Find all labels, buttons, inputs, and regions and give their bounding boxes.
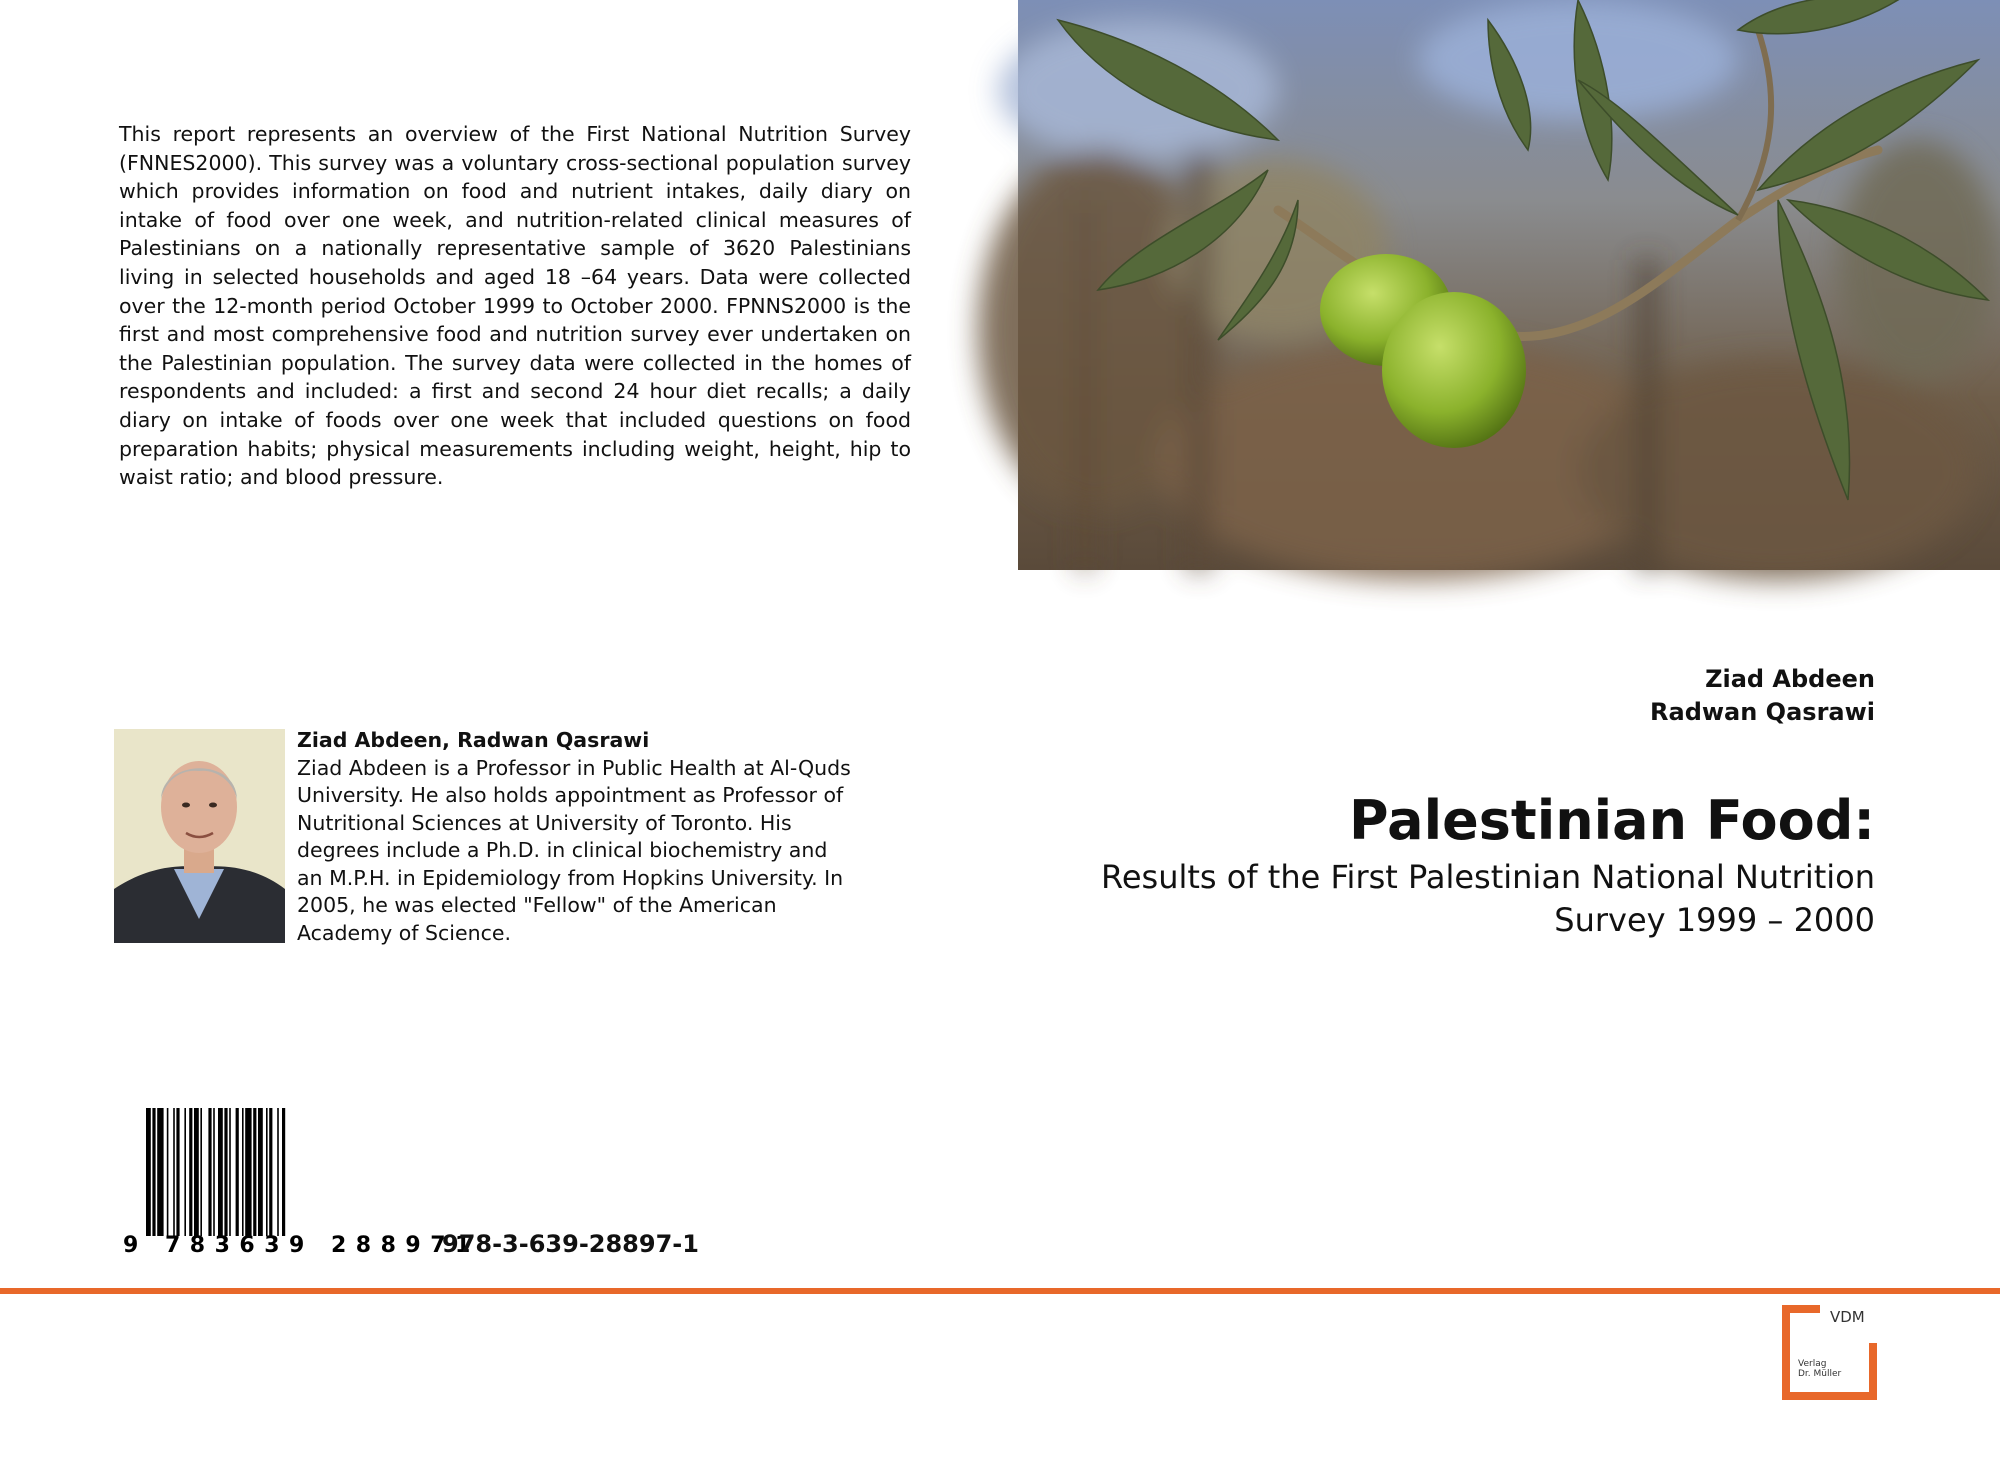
- author-2: Radwan Qasrawi: [1650, 698, 1875, 726]
- vdm-sub-2: Dr. Müller: [1798, 1369, 1842, 1379]
- bio-text: Ziad Abdeen is a Professor in Public Health at Al-Quds University. He also holds appointment as Professor of Nutritional Sciences at University of Toronto. His degrees include a Ph.D. in clinical biochemistry and an M.P.H. in Epidemiology from Hopkins University. In 2005, he was elected "Fellow" of the American Academy of Science.: [297, 755, 851, 945]
- book-subtitle: [975, 856, 1875, 942]
- vdm-logo-text: VDM: [1830, 1308, 1865, 1326]
- isbn-barcode: [118, 1108, 480, 1258]
- author-portrait: [114, 729, 285, 943]
- vdm-logo: [1782, 1305, 1877, 1400]
- front-cover-authors: [1650, 663, 1875, 729]
- subtitle-line-1: Results of the First Palestinian National Nutrition: [1101, 858, 1875, 896]
- olive-branch-photo: [1018, 0, 2000, 570]
- book-title: Palestinian Food:: [1349, 789, 1875, 852]
- back-cover-abstract: This report represents an overview of the First National Nutrition Survey (FNNES2000). This survey was a voluntary cross-sectional population survey which provides information on food and nutrient intakes, daily diary on intake of food over one week, and nutrition-related clinical measures of Palestinians on a nationally representative sample of 3620 Palestinians living in selected households and aged 18 –64 years. Data were collected over the 12-month period October 1999 to October 2000. FPNNS2000 is the first and most comprehensive food and nutrition survey ever undertaken on the Palestinian population. The survey data were collected in the homes of respondents and included: a first and second 24 hour diet recalls; a daily diary on intake of foods over one week that included questions on food preparation habits; physical measurements including weight, height, hip to waist ratio; and blood pressure.: [119, 122, 911, 490]
- author-bio: [297, 727, 857, 947]
- isbn-number: 978-3-639-28897-1: [442, 1230, 699, 1258]
- orange-divider: [0, 1288, 2000, 1294]
- subtitle-line-2: Survey 1999 – 2000: [1554, 901, 1875, 939]
- vdm-logo-subtext: [1798, 1359, 1841, 1379]
- author-1: Ziad Abdeen: [1705, 665, 1875, 693]
- vdm-sub-1: Verlag: [1798, 1359, 1827, 1369]
- barcode-digits: 9 783639 288971: [123, 1233, 480, 1258]
- bio-authors: Ziad Abdeen, Radwan Qasrawi: [297, 728, 650, 752]
